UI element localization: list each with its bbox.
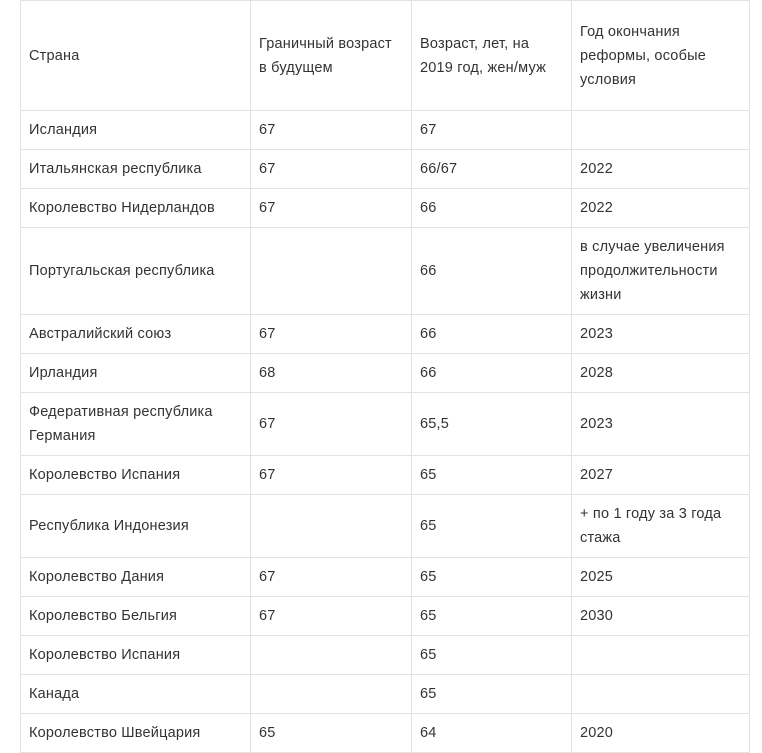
table-row bbox=[21, 495, 750, 558]
table-row bbox=[21, 393, 750, 456]
cell-country: Итальянская республика bbox=[21, 150, 251, 189]
cell-future-age bbox=[251, 675, 412, 714]
table-row bbox=[21, 456, 750, 495]
cell-reform-end: 2020 bbox=[572, 714, 750, 753]
table-row bbox=[21, 111, 750, 150]
cell-age-2019: 65 bbox=[412, 456, 572, 495]
cell-future-age: 67 bbox=[251, 393, 412, 456]
cell-reform-end: 2028 bbox=[572, 354, 750, 393]
table-row bbox=[21, 354, 750, 393]
cell-future-age bbox=[251, 495, 412, 558]
cell-age-2019: 65 bbox=[412, 495, 572, 558]
cell-age-2019: 65,5 bbox=[412, 393, 572, 456]
cell-country: Австралийский союз bbox=[21, 315, 251, 354]
cell-country: Королевство Дания bbox=[21, 558, 251, 597]
cell-country: Королевство Бельгия bbox=[21, 597, 251, 636]
cell-age-2019: 66 bbox=[412, 315, 572, 354]
cell-country: Королевство Нидерландов bbox=[21, 189, 251, 228]
cell-reform-end bbox=[572, 675, 750, 714]
cell-age-2019: 65 bbox=[412, 675, 572, 714]
cell-reform-end: 2022 bbox=[572, 150, 750, 189]
cell-reform-end: + по 1 году за 3 года стажа bbox=[572, 495, 750, 558]
cell-reform-end: 2030 bbox=[572, 597, 750, 636]
cell-reform-end: 2025 bbox=[572, 558, 750, 597]
table-row bbox=[21, 636, 750, 675]
cell-country: Португальская республика bbox=[21, 228, 251, 315]
table-row bbox=[21, 150, 750, 189]
cell-reform-end: 2022 bbox=[572, 189, 750, 228]
header-country: Страна bbox=[21, 1, 251, 111]
cell-future-age: 67 bbox=[251, 597, 412, 636]
cell-reform-end: 2023 bbox=[572, 315, 750, 354]
table-row bbox=[21, 597, 750, 636]
header-future-age: Граничный возраст в будущем bbox=[251, 1, 412, 111]
cell-country: Канада bbox=[21, 675, 251, 714]
cell-future-age bbox=[251, 636, 412, 675]
cell-age-2019: 65 bbox=[412, 597, 572, 636]
cell-reform-end: в случае увеличения продолжительности жизни bbox=[572, 228, 750, 315]
cell-future-age: 67 bbox=[251, 111, 412, 150]
table-row bbox=[21, 675, 750, 714]
table-row bbox=[21, 714, 750, 753]
cell-country: Федеративная республика Германия bbox=[21, 393, 251, 456]
cell-age-2019: 64 bbox=[412, 714, 572, 753]
cell-age-2019: 66 bbox=[412, 354, 572, 393]
cell-country: Королевство Испания bbox=[21, 456, 251, 495]
header-age-2019: Возраст, лет, на 2019 год, жен/муж bbox=[412, 1, 572, 111]
cell-age-2019: 66 bbox=[412, 189, 572, 228]
cell-age-2019: 67 bbox=[412, 111, 572, 150]
cell-age-2019: 65 bbox=[412, 558, 572, 597]
table-row bbox=[21, 558, 750, 597]
cell-future-age: 65 bbox=[251, 714, 412, 753]
cell-future-age: 67 bbox=[251, 456, 412, 495]
cell-country: Королевство Швейцария bbox=[21, 714, 251, 753]
cell-future-age: 67 bbox=[251, 150, 412, 189]
table-row bbox=[21, 315, 750, 354]
cell-future-age bbox=[251, 228, 412, 315]
table-row bbox=[21, 189, 750, 228]
cell-reform-end bbox=[572, 636, 750, 675]
cell-future-age: 67 bbox=[251, 558, 412, 597]
cell-future-age: 68 bbox=[251, 354, 412, 393]
cell-reform-end: 2023 bbox=[572, 393, 750, 456]
table-row bbox=[21, 228, 750, 315]
cell-country: Республика Индонезия bbox=[21, 495, 251, 558]
cell-country: Ирландия bbox=[21, 354, 251, 393]
retirement-age-table bbox=[20, 0, 750, 753]
cell-future-age: 67 bbox=[251, 189, 412, 228]
cell-future-age: 67 bbox=[251, 315, 412, 354]
cell-country: Королевство Испания bbox=[21, 636, 251, 675]
header-reform-end: Год окончания реформы, особые условия bbox=[572, 1, 750, 111]
cell-reform-end: 2027 bbox=[572, 456, 750, 495]
cell-country: Исландия bbox=[21, 111, 251, 150]
cell-age-2019: 66 bbox=[412, 228, 572, 315]
cell-age-2019: 65 bbox=[412, 636, 572, 675]
cell-reform-end bbox=[572, 111, 750, 150]
cell-age-2019: 66/67 bbox=[412, 150, 572, 189]
table-header-row bbox=[21, 1, 750, 111]
